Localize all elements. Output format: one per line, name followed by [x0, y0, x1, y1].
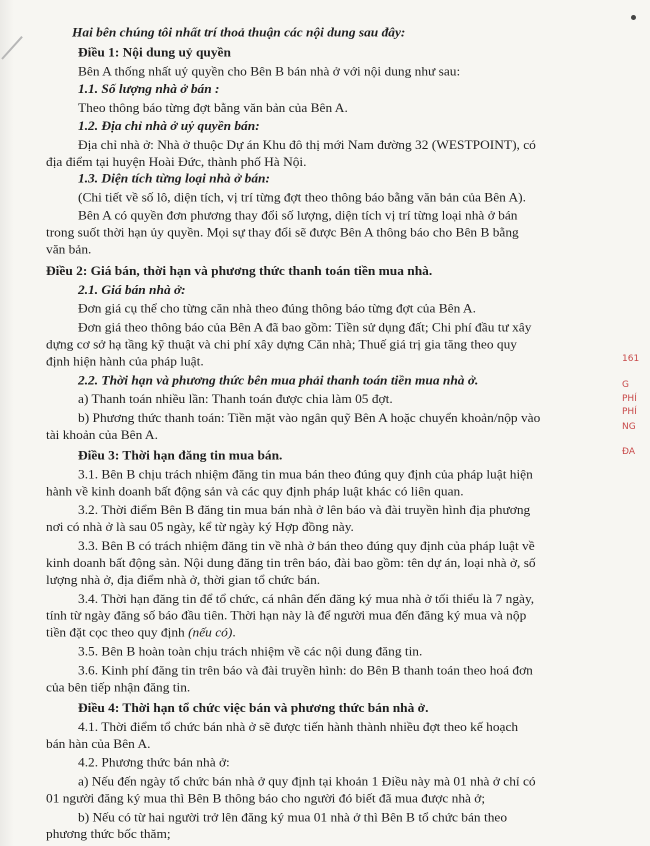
section-2-2-line: a) Thanh toán nhiều lần: Thanh toán được chia làm 05 đợt. — [78, 391, 393, 406]
paragraph-4-2-b: phương thức bốc thăm; — [46, 826, 171, 842]
section-1-3-title: 1.3. Diện tích từng loại nhà ở bán: — [78, 171, 270, 186]
section-1-1-text: Theo thông báo từng đợt bằng văn bản của Bên A. — [78, 100, 348, 115]
section-1-1-title: 1.1. Số lượng nhà ở bán : — [78, 81, 220, 97]
article-3-heading: Điều 3: Thời hạn đăng tin mua bán. — [78, 448, 283, 463]
intro-line: Hai bên chúng tôi nhất trí thoả thuận các nội dung sau đây: — [72, 25, 406, 40]
section-2-2-line: tài khoản của Bên A. — [46, 427, 158, 442]
section-1-3-line: Bên A có quyền đơn phương thay đổi số lượng, diện tích vị trí từng loại nhà ở bán — [78, 208, 518, 223]
section-2-1-line: dựng cơ sở hạ tầng kỹ thuật và chi phí xây dựng Căn nhà; Thuế giá trị gia tăng theo quy — [46, 337, 517, 352]
paragraph-4-1: 4.1. Thời điểm tổ chức bán nhà ở sẽ được tiến hành thành nhiều đợt theo kế hoạch — [78, 719, 519, 734]
article-2-heading: Điều 2: Giá bán, thời hạn và phương thức thanh toán tiền mua nhà. — [46, 263, 433, 278]
scan-shadow — [0, 0, 14, 846]
scan-dot — [631, 15, 636, 20]
paragraph-3-3: kinh doanh bất động sản. Nội dung đăng tin trên báo, đài bao gồm: tên dự án, loại nhà ở, số — [46, 555, 536, 570]
section-2-1-title: 2.1. Giá bán nhà ở: — [78, 282, 186, 297]
section-2-1-line: định hiện hành của pháp luật. — [46, 354, 204, 369]
section-2-1-line: Đơn giá cụ thể cho từng căn nhà theo đúng thông báo từng đợt của Bên A. — [78, 301, 476, 316]
section-2-2-title: 2.2. Thời hạn và phương thức bên mua phải thanh toán tiền mua nhà ở. — [78, 372, 479, 388]
paragraph-3-2: nơi có nhà ở là sau 05 ngày, kể từ ngày ký Hợp đồng này. — [46, 519, 354, 535]
optional-note: (nếu có) — [188, 625, 233, 640]
stamp-text: ĐA — [622, 447, 635, 457]
section-1-3-line: (Chi tiết về số lô, diện tích, vị trí từng đợt theo thông báo bằng văn bản của Bên A). — [78, 190, 526, 205]
paragraph-3-4 — [46, 625, 650, 640]
stamp-text: G — [622, 380, 629, 390]
paragraph-3-5: 3.5. Bên B hoàn toàn chịu trách nhiệm về các nội dung đăng tin. — [78, 644, 423, 659]
stamp-text: NG — [622, 422, 636, 432]
paragraph-3-4-period: . — [232, 625, 236, 640]
section-2-2-line: b) Phương thức thanh toán: Tiền mặt vào ngân quỹ Bên A hoặc chuyển khoản/nộp vào — [78, 410, 541, 425]
section-1-2-line: địa điểm tại huyện Hoài Đức, thành phố Hà Nội. — [46, 154, 307, 169]
section-1-2-line: Địa chỉ nhà ở: Nhà ở thuộc Dự án Khu đô thị mới Nam đường 32 (WESTPOINT), có — [78, 137, 536, 152]
paragraph-4-1: bán hàn của Bên A. — [46, 736, 151, 751]
paragraph-4-2-a: a) Nếu đến ngày tổ chức bán nhà ở quy định tại khoản 1 Điều này mà 01 nhà ở chỉ có — [78, 774, 536, 789]
paragraph-3-6: của bên tiếp nhận đăng tin. — [46, 680, 191, 695]
paragraph-3-2: 3.2. Thời điểm Bên B đăng tin mua bán nhà ở lên báo và đài truyền hình địa phương — [78, 502, 531, 518]
stamp-text: PHÍ — [622, 407, 637, 417]
paragraph-3-4-text: tiền đặt cọc theo quy định — [46, 625, 189, 640]
paragraph-3-1: hành về kinh doanh bất động sản và các quy định pháp luật khác có liên quan. — [46, 484, 464, 499]
article-1-text: Bên A thống nhất uỷ quyền cho Bên B bán nhà ở với nội dung như sau: — [78, 64, 461, 79]
section-1-3-line: trong suốt thời hạn ủy quyền. Mọi sự thay đổi sẽ được Bên A thông báo cho Bên B bằng — [46, 225, 519, 240]
section-1-2-title: 1.2. Địa chỉ nhà ở uỷ quyền bán: — [78, 118, 260, 133]
stamp-text: 161 — [622, 354, 640, 364]
paragraph-3-4: 3.4. Thời hạn đăng tin để tổ chức, cá nhân đến đăng ký mua nhà ở tối thiểu là 7 ngày, — [78, 591, 535, 606]
section-1-3-line: văn bản. — [46, 242, 92, 257]
stamp-text: PHÍ — [622, 394, 637, 404]
paragraph-4-2-title: 4.2. Phương thức bán nhà ở: — [78, 755, 230, 770]
paragraph-3-3: lượng nhà ở, địa điểm nhà ở, thời gian tổ chức bán. — [46, 572, 321, 587]
paragraph-3-4: tính từ ngày đăng số báo đầu tiên. Thời hạn này là để người mua đến đăng ký mua và nộp — [46, 608, 527, 623]
paragraph-3-1: 3.1. Bên B chịu trách nhiệm đăng tin mua bán theo đúng quy định của pháp luật hiện — [78, 467, 533, 482]
section-2-1-line: Đơn giá theo thông báo của Bên A đã bao gồm: Tiền sử dụng đất; Chi phí đầu tư xây — [78, 320, 532, 335]
article-4-heading: Điều 4: Thời hạn tổ chức việc bán và phương thức bán nhà ở. — [78, 700, 429, 715]
article-1-heading: Điều 1: Nội dung uỷ quyền — [78, 45, 231, 60]
paragraph-3-6: 3.6. Kinh phí đăng tin trên báo và đài truyền hình: do Bên B thanh toán theo hoá đơn — [78, 663, 533, 678]
paragraph-4-2-a: 01 người đăng ký mua thì Bên B thông báo cho người đó biết đã mua được nhà ở; — [46, 791, 486, 806]
paragraph-4-2-b: b) Nếu có từ hai người trở lên đăng ký mua 01 nhà ở thì Bên B tổ chức bán theo — [78, 809, 508, 825]
paragraph-3-3: 3.3. Bên B có trách nhiệm đăng tin về nhà ở bán theo đúng quy định của pháp luật về — [78, 538, 535, 553]
